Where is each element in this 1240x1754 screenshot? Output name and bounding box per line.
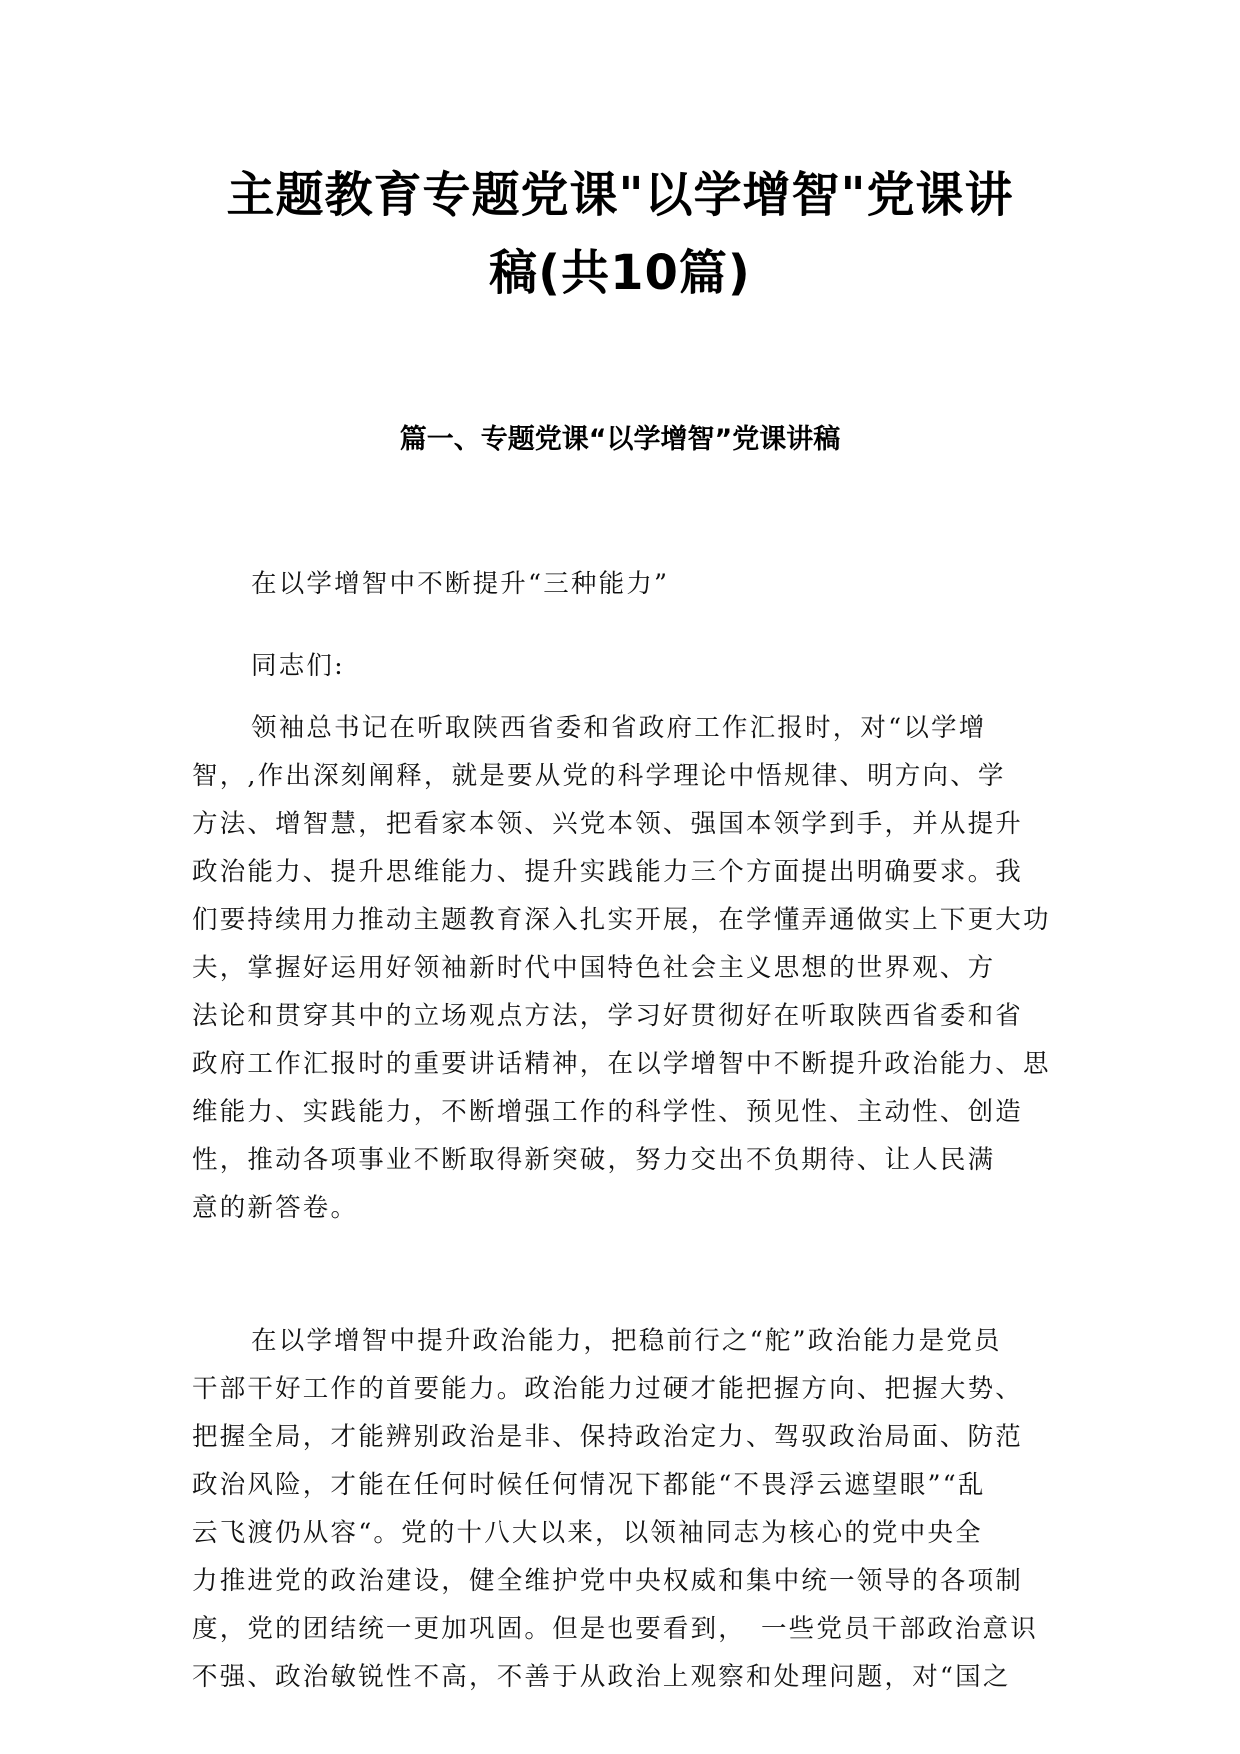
paragraph-line: 智，,作出深刻阐释，就是要从党的科学理论中悟规律、明方向、学 [192, 761, 1006, 791]
paragraph-line: 维能力、实践能力，不断增强工作的科学性、预见性、主动性、创造 [192, 1097, 1024, 1127]
section-heading: 篇一、专题党课“以学增智”党课讲稿 [399, 424, 841, 455]
salutation: 同志们: [251, 651, 345, 681]
paragraph-line: 在以学增智中提升政治能力，把稳前行之“舵”政治能力是党员 [251, 1326, 1002, 1356]
paragraph-line: 政府工作汇报时的重要讲话精神，在以学增智中不断提升政治能力、思 [192, 1049, 1051, 1079]
paragraph-line: 云飞渡仍从容“。党的十八大以来，以领袖同志为核心的党中央全 [192, 1518, 983, 1548]
paragraph-line: 领袖总书记在听取陕西省委和省政府工作汇报时，对“以学增 [251, 713, 987, 743]
paragraph-1 [192, 704, 1072, 1232]
paragraph-line: 政治能力、提升思维能力、提升实践能力三个方面提出明确要求。我 [192, 857, 1024, 887]
speech-subtitle: 在以学增智中不断提升“三种能力” [251, 569, 670, 599]
paragraph-line: 政治风险，才能在任何时候任何情况下都能“不畏浮云遮望眼”“乱 [192, 1470, 986, 1500]
paragraph-line: 不强、政治敏锐性不高，不善于从政治上观察和处理问题，对“国之 [192, 1662, 1011, 1692]
document-title-line-2: 稿(共10篇) [489, 245, 751, 301]
paragraph-line: 方法、增智慧，把看家本领、兴党本领、强国本领学到手，并从提升 [192, 809, 1024, 839]
paragraph-line: 们要持续用力推动主题教育深入扎实开展，在学懂弄通做实上下更大功 [192, 905, 1051, 935]
paragraph-line: 意的新答卷。 [192, 1193, 359, 1223]
paragraph-line: 夫，掌握好运用好领袖新时代中国特色社会主义思想的世界观、方 [192, 953, 996, 983]
paragraph-line: 度，党的团结统一更加巩固。但是也要看到， 一些党员干部政治意识 [192, 1614, 1038, 1644]
document-title [150, 156, 1090, 312]
document-title-line-1: 主题教育专题党课"以学增智"党课讲 [226, 167, 1014, 223]
paragraph-line: 干部干好工作的首要能力。政治能力过硬才能把握方向、把握大势、 [192, 1374, 1024, 1404]
paragraph-line: 性，推动各项事业不断取得新突破，努力交出不负期待、让人民满 [192, 1145, 996, 1175]
paragraph-line: 法论和贯穿其中的立场观点方法，学习好贯彻好在听取陕西省委和省 [192, 1001, 1024, 1031]
paragraph-line: 把握全局，才能辨别政治是非、保持政治定力、驾驭政治局面、防范 [192, 1422, 1024, 1452]
paragraph-line: 力推进党的政治建设，健全维护党中央权威和集中统一领导的各项制 [192, 1566, 1024, 1596]
paragraph-2 [192, 1317, 1072, 1701]
